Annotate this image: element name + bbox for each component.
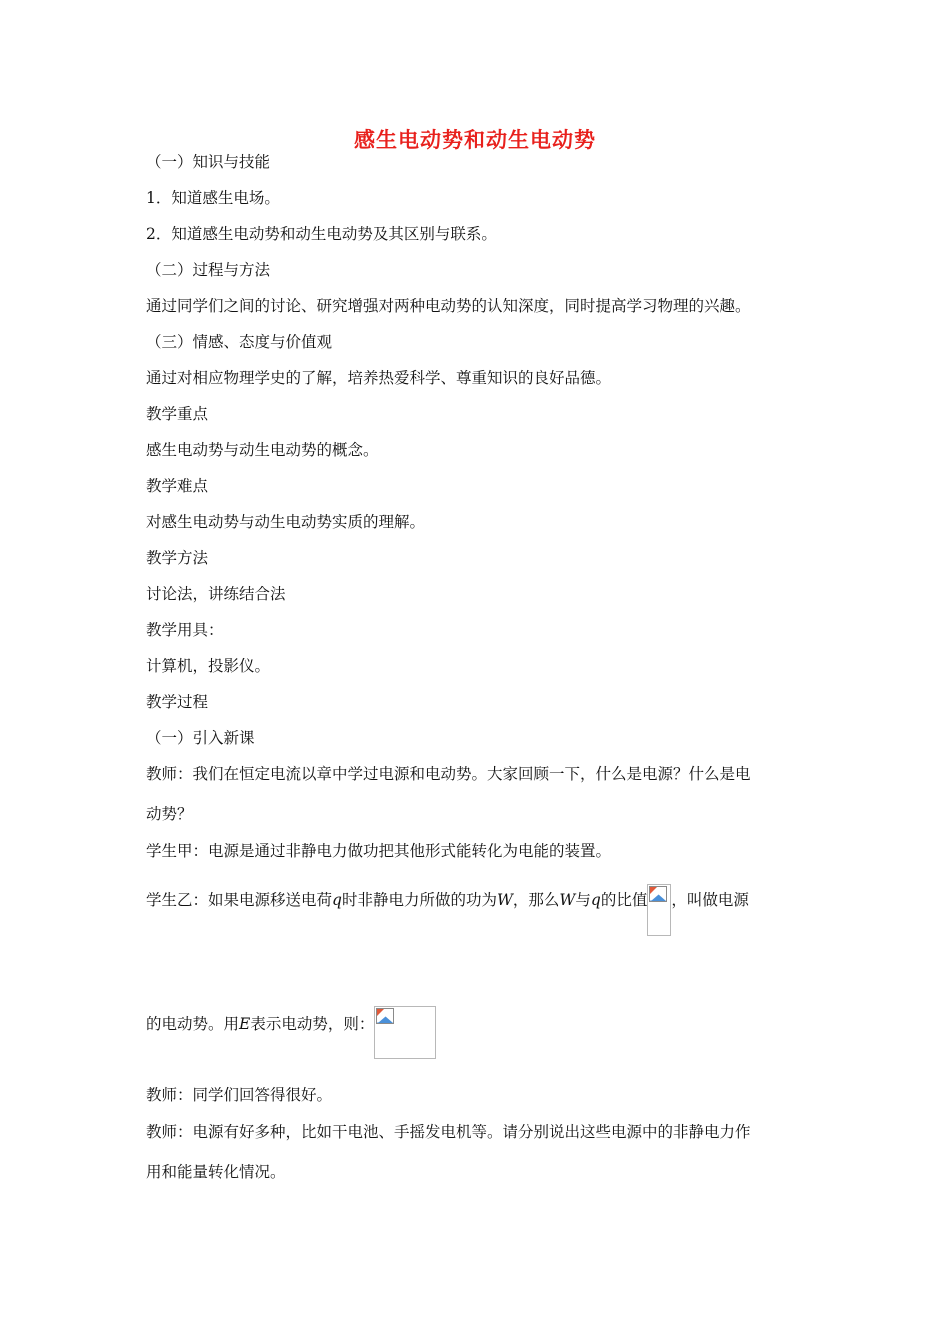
student-b-text-1: 学生乙：如果电源移送电荷 — [146, 891, 333, 909]
var-q: q — [590, 891, 601, 909]
teacher-question-line-1: 教师：我们在恒定电流以章中学过电源和电动势。大家回顾一下，什么是电源？什么是电 — [146, 765, 751, 783]
emotion-values-text: 通过对相应物理学史的了解，培养热爱科学、尊重知识的良好品德。 — [146, 369, 612, 387]
teacher-praise: 教师：同学们回答得很好。 — [146, 1086, 333, 1104]
heading-methods: 教学方法 — [146, 549, 209, 567]
student-b-text-2: 时非静电力所做的功为 — [341, 891, 497, 909]
teacher-followup-line-1: 教师：电源有好多种，比如干电池、手摇发电机等。请分别说出这些电源中的非静电力作 — [146, 1123, 751, 1141]
broken-image-icon — [648, 885, 670, 905]
broken-image-icon — [375, 1007, 397, 1027]
student-b-text-6: ，叫做电源 — [671, 891, 749, 909]
heading-tools: 教学用具： — [146, 621, 224, 639]
section-process-method: （二）过程与方法 — [146, 261, 271, 279]
section-emotion-values: （三）情感、态度与价值观 — [146, 333, 333, 351]
emf-formula-image — [374, 1006, 436, 1059]
emf-text-2: 表示电动势，则： — [250, 1015, 375, 1033]
process-method-text: 通过同学们之间的讨论、研究增强对两种电动势的认知深度，同时提高学习物理的兴趣。 — [146, 297, 751, 315]
difficulties-text: 对感生电动势与动生电动势实质的理解。 — [146, 513, 426, 531]
section-knowledge-skills: （一）知识与技能 — [146, 153, 271, 171]
key-points-text: 感生电动势与动生电动势的概念。 — [146, 441, 379, 459]
student-a-answer: 学生甲：电源是通过非静电力做功把其他形式能转化为电能的装置。 — [146, 842, 612, 860]
student-b-answer — [146, 884, 749, 936]
heading-key-points: 教学重点 — [146, 405, 209, 423]
section-introduction: （一）引入新课 — [146, 729, 255, 747]
teacher-question-line-2: 动势？ — [146, 805, 193, 823]
heading-difficulties: 教学难点 — [146, 477, 209, 495]
var-w: W — [559, 891, 576, 909]
var-q: q — [332, 891, 342, 909]
emf-text-1: 的电动势。用 — [146, 1015, 240, 1033]
tools-text: 计算机，投影仪。 — [146, 657, 271, 675]
var-w: W — [496, 891, 513, 909]
var-e: E — [239, 1015, 251, 1033]
document-title: 感生电动势和动生电动势 — [354, 128, 596, 152]
student-b-text-5: 的比值 — [600, 891, 648, 909]
student-b-text-3: ，那么 — [512, 891, 560, 909]
objective-item-2: 2．知道感生电动势和动生电动势及其区别与联系。 — [146, 225, 497, 243]
student-b-text-4: 与 — [575, 891, 591, 909]
methods-text: 讨论法，讲练结合法 — [146, 585, 286, 603]
emf-definition — [146, 1006, 436, 1059]
heading-process: 教学过程 — [146, 693, 209, 711]
ratio-formula-image — [647, 884, 671, 936]
objective-item-1: 1．知道感生电场。 — [146, 189, 280, 207]
teacher-followup-line-2: 用和能量转化情况。 — [146, 1163, 286, 1181]
